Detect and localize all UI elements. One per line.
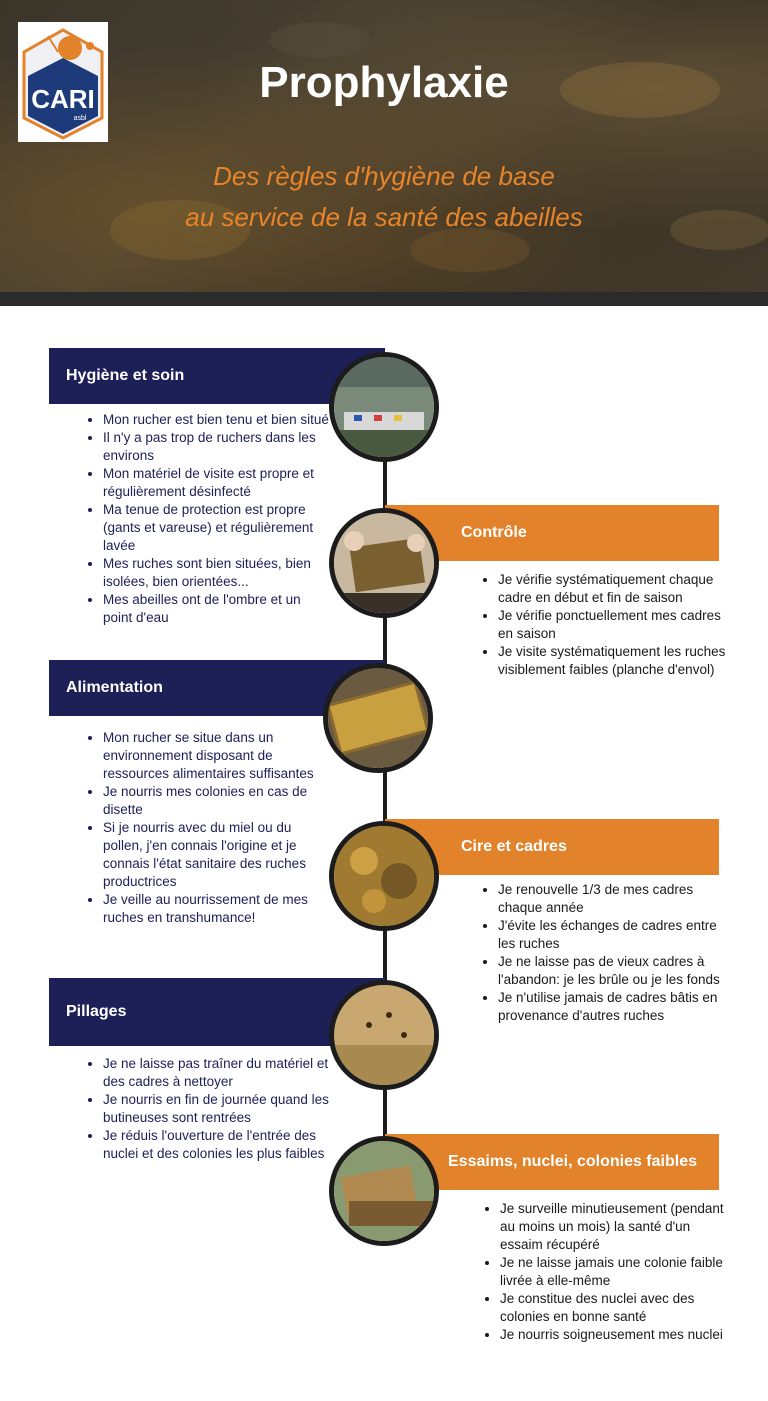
list-item: • Je ne laisse jamais une colonie faible livrée à elle-même	[500, 1254, 730, 1290]
list-item: • Je renouvelle 1/3 de mes cadres chaque année	[498, 881, 728, 917]
list-item: • J'évite les échanges de cadres entre les ruches	[498, 917, 728, 953]
list-item: • Je ne laisse pas traîner du matériel et des cadres à nettoyer	[103, 1055, 333, 1091]
list-item: • Je nourris mes colonies en cas de disette	[103, 783, 333, 819]
subtitle-line-1: Des règles d'hygiène de base	[213, 161, 555, 191]
list-item: • Ma tenue de protection est propre (gants et vareuse) et régulièrement lavée	[103, 501, 333, 555]
list-item: • Je ne laisse pas de vieux cadres à l'abandon: je les brûle ou je les fonds	[498, 953, 728, 989]
list-item: • Je réduis l'ouverture de l'entrée des nuclei et des colonies les plus faibles	[103, 1127, 333, 1163]
list-item: • Je constitue des nuclei avec des colonies en bonne santé	[500, 1290, 730, 1326]
header-divider	[0, 292, 768, 306]
page-title: Prophylaxie	[259, 58, 509, 107]
list-item: • Je veille au nourrissement de mes ruches en transhumance!	[103, 891, 333, 927]
list-item: • Mes ruches sont bien situées, bien isolées, bien orientées...	[103, 555, 333, 591]
list-item: • Je vérifie systématiquement chaque cadre en début et fin de saison	[498, 571, 728, 607]
section-title: Alimentation	[66, 679, 163, 696]
photo-pollen-frame	[323, 663, 433, 773]
section-list-essaims	[482, 1200, 730, 1344]
list-item: • Mon matériel de visite est propre et régulièrement désinfecté	[103, 465, 333, 501]
list-item: • Je visite systématiquement les ruches visiblement faibles (planche d'envol)	[498, 643, 728, 679]
photo-apiary-hives	[329, 352, 439, 462]
section-list-alimentation	[85, 729, 333, 927]
list-item: • Je n'utilise jamais de cadres bâtis en provenance d'autres ruches	[498, 989, 728, 1025]
section-title: Hygiène et soin	[66, 367, 185, 384]
photo-flying-bees	[329, 980, 439, 1090]
svg-text:CARI: CARI	[31, 84, 95, 114]
list-item: • Je vérifie ponctuellement mes cadres en saison	[498, 607, 728, 643]
list-item: • Il n'y a pas trop de ruchers dans les environs	[103, 429, 333, 465]
photo-comb-bees	[329, 821, 439, 931]
list-item: • Je nourris en fin de journée quand les butineuses sont rentrées	[103, 1091, 333, 1127]
list-item: • Si je nourris avec du miel ou du pollen, j'en connais l'origine et je connais l'état sanitaire des ruches productrices	[103, 819, 333, 891]
section-title: Essaims, nuclei, colonies faibles	[448, 1153, 697, 1170]
section-title: Pillages	[66, 1003, 127, 1020]
section-list-pillages	[85, 1055, 333, 1163]
list-item: • Mon rucher est bien tenu et bien situé	[103, 411, 333, 429]
section-list-cire	[480, 881, 728, 1025]
subtitle-line-2: au service de la santé des abeilles	[185, 202, 583, 232]
section-title: Contrôle	[461, 524, 527, 541]
list-item: • Mon rucher se situe dans un environnement disposant de ressources alimentaires suffisantes	[103, 729, 333, 783]
section-list-controle	[480, 571, 728, 679]
svg-text:asbl: asbl	[73, 115, 87, 122]
photo-nucleus-hive	[329, 1136, 439, 1246]
header-banner	[0, 0, 768, 292]
list-item: • Je nourris soigneusement mes nuclei	[500, 1326, 730, 1344]
list-item: • Mes abeilles ont de l'ombre et un point d'eau	[103, 591, 333, 627]
section-list-hygiene	[85, 411, 333, 627]
list-item: • Je surveille minutieusement (pendant au moins un mois) la santé d'un essaim récupéré	[500, 1200, 730, 1254]
section-title: Cire et cadres	[461, 838, 567, 855]
photo-frame-inspection	[329, 508, 439, 618]
page-subtitle	[0, 156, 768, 238]
bee-background-image	[0, 0, 768, 292]
